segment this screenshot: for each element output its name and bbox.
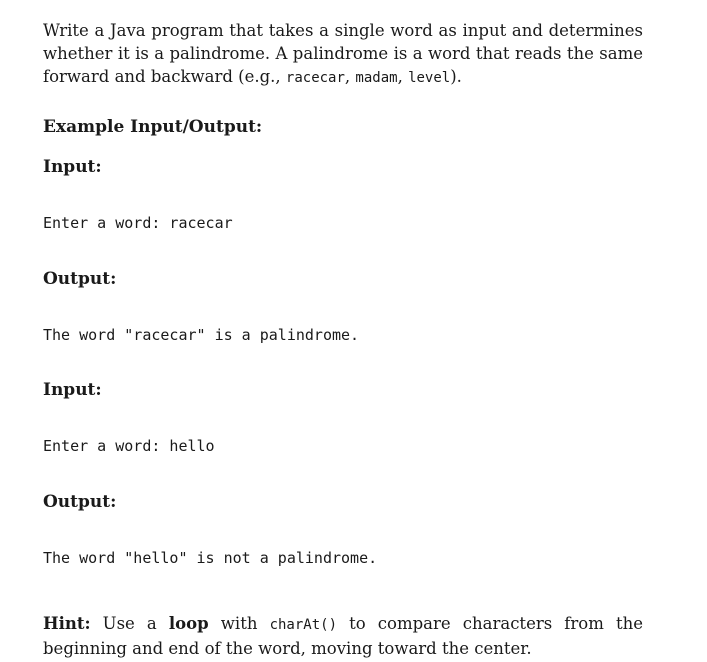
intro-text: Write a Java program that takes a single word as input and determines whether it is a palindrome. A palindrome is a word that reads the same forward and backward (e.g.,: [43, 21, 643, 86]
separator: ,: [344, 67, 356, 86]
hint-text: to compare characters from the beginning and end of the word, moving toward the center.: [43, 614, 643, 658]
example-word-madam: madam: [355, 70, 398, 86]
intro-text-end: ).: [450, 67, 462, 86]
hint-bold-word: loop: [168, 614, 209, 633]
example-word-racecar: racecar: [285, 70, 345, 86]
problem-statement: [43, 19, 643, 90]
output-label: Output:: [43, 269, 117, 289]
output-example: The word "racecar" is a palindrome.: [43, 326, 360, 344]
hint-paragraph: [43, 612, 643, 660]
example-word-level: level: [408, 70, 451, 86]
input-label: Input:: [43, 157, 102, 177]
output-example: The word "hello" is not a palindrome.: [43, 549, 378, 567]
output-label: Output:: [43, 492, 117, 512]
separator: ,: [397, 67, 409, 86]
hint-text: Use a: [90, 614, 169, 633]
hint-text: with: [208, 614, 270, 633]
input-label: Input:: [43, 380, 102, 400]
hint-label: Hint:: [43, 614, 91, 633]
input-example: Enter a word: racecar: [43, 214, 233, 232]
section-heading: Example Input/Output:: [43, 117, 263, 137]
hint-code: charAt(): [269, 617, 338, 633]
input-example: Enter a word: hello: [43, 437, 215, 455]
